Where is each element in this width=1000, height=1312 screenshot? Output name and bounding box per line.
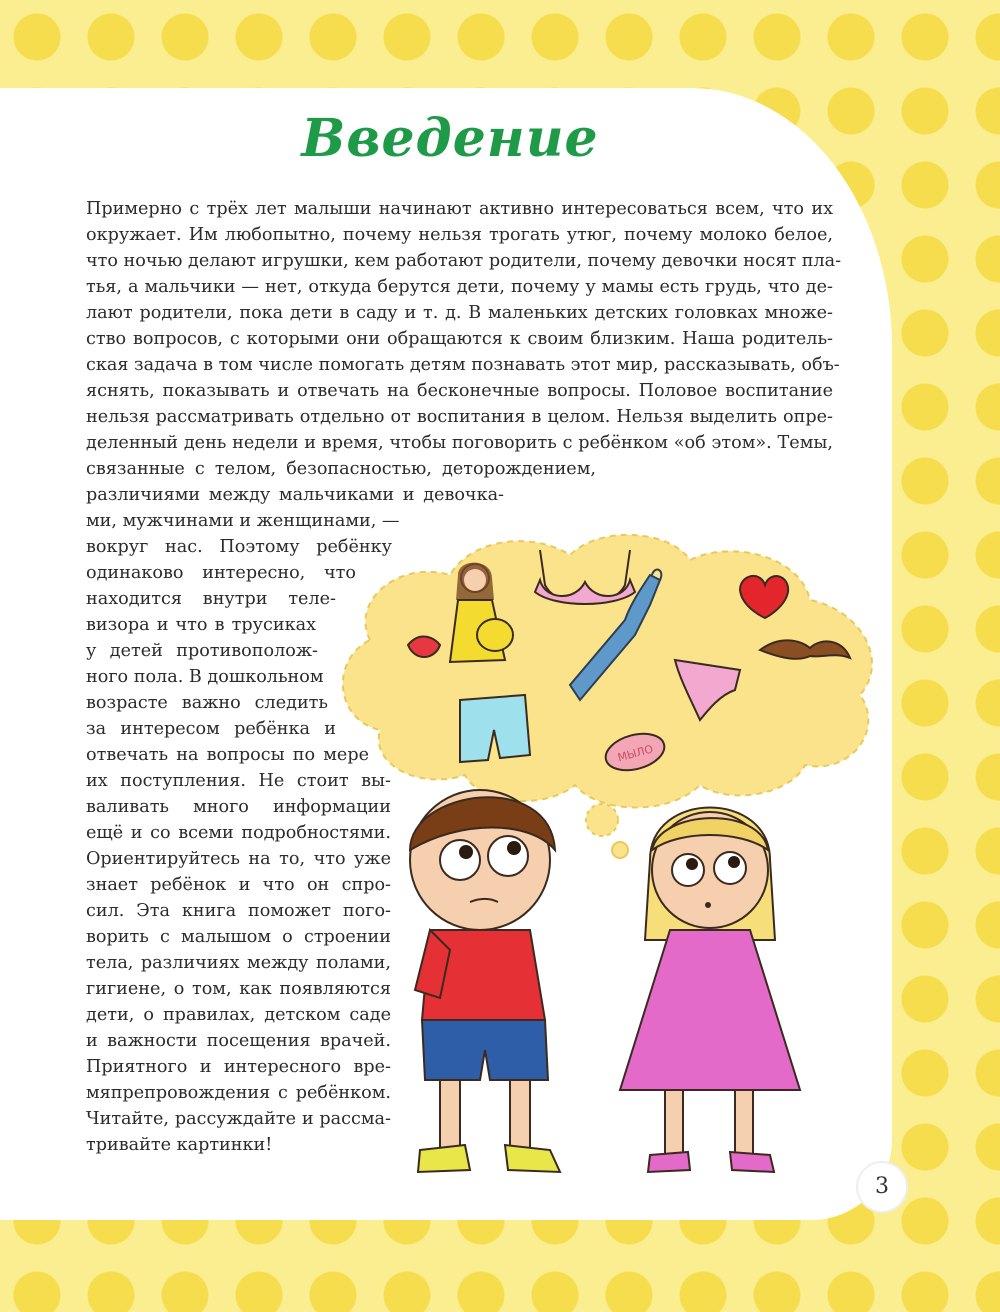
illustration-children-thinking [330, 530, 890, 1190]
text-line: тривайте картинки! [86, 1135, 273, 1155]
text-line: валивать много информации [86, 797, 391, 817]
text-line: находится внутри теле- [86, 589, 336, 609]
text-line: яснять, показывать и отвечать на бесконечные вопросы. Половое воспитание [86, 381, 833, 401]
boy-character [410, 790, 560, 1172]
text-line: ного пола. В дошкольном [86, 667, 324, 687]
text-line: вокруг нас. Поэтому ребёнку [86, 537, 392, 557]
text-line: ская задача в том числе помогать детям познавать этот мир, рассказывать, объ- [86, 355, 840, 375]
text-line: возрасте важно следить [86, 693, 328, 713]
text-line: ство вопросов, с которыми они обращаются к своим близким. Наша родитель- [86, 329, 833, 349]
girl-character [620, 808, 800, 1173]
text-line: Читайте, рассуждайте и рассма- [86, 1109, 391, 1129]
text-line: Приятного и интересного вре- [86, 1057, 391, 1077]
text-line: гигиене, о том, как появляются [86, 979, 391, 999]
text-line: ми, мужчинами и женщинами, — [86, 511, 400, 531]
text-line: отвечать на вопросы по мере [86, 745, 369, 765]
thought-cloud [343, 535, 872, 858]
text-line: их поступления. Не стоит вы- [86, 771, 391, 791]
text-line: связанные с телом, безопасностью, деторождением, [86, 459, 596, 479]
text-line: визора и что в трусиках [86, 615, 316, 635]
text-line: лают родители, пока дети в саду и т. д. В маленьких детских головках множе- [86, 303, 833, 323]
page-title: Введение [301, 108, 599, 169]
page-number: 3 [858, 1163, 906, 1211]
text-line: дети, о правилах, детском саде [86, 1005, 391, 1025]
text-line: одинаково интересно, что [86, 563, 356, 583]
text-line: нельзя рассматривать отдельно от воспитания в целом. Нельзя выделить опре- [86, 407, 833, 427]
text-line: ещё и со всеми подробностями. [86, 823, 391, 843]
text-line: различиями между мальчиками и девочка- [86, 485, 504, 505]
text-line: мяпрепровождения с ребёнком. [86, 1083, 391, 1103]
text-line: и важности посещения врачей. [86, 1031, 391, 1051]
text-line: окружает. Им любопытно, почему нельзя трогать утюг, почему молоко белое, [86, 225, 833, 245]
text-line: ворить с малышом о строении [86, 927, 391, 947]
text-line: знает ребёнок и что он спро- [86, 875, 391, 895]
text-line: у детей противополож- [86, 641, 318, 661]
text-line: тья, а мальчики — нет, откуда берутся дети, почему у мамы есть грудь, что де- [86, 277, 833, 297]
text-line: деленный день недели и время, чтобы поговорить с ребёнком «об этом». Темы, [86, 433, 833, 453]
text-line: за интересом ребёнка и [86, 719, 336, 739]
soap-label: МЫЛО [616, 742, 655, 765]
text-line: что ночью делают игрушки, кем работают родители, почему девочки носят пла- [86, 251, 842, 271]
text-line: Ориентируйтесь на то, что уже [86, 849, 391, 869]
text-line: Примерно с трёх лет малыши начинают активно интересоваться всем, что их [86, 199, 833, 219]
text-line: тела, различиях между полами, [86, 953, 391, 973]
text-line: сил. Эта книга поможет пого- [86, 901, 391, 921]
